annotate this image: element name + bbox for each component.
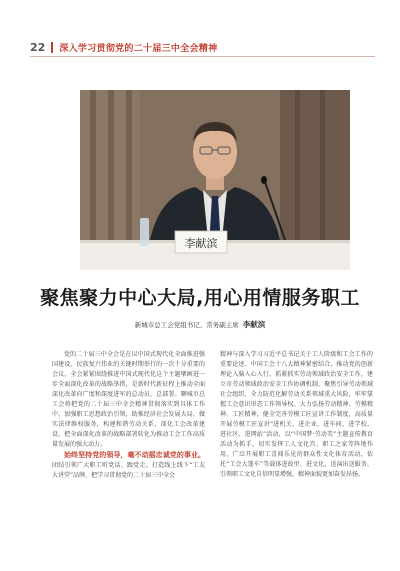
article-column-left (52, 350, 205, 481)
header-divider (51, 42, 53, 53)
subheading: 始终坚持党的领导，毫不动摇忠诚党的事业。 (64, 451, 205, 459)
header-rule (30, 56, 375, 57)
paragraph: 精神与深入学习习近平总书记关于工人阶级和工会工作的重要论述、中国工会十八大精神紧密结合，推动党的创新理论入脑入心入行。抓紧抓实劳动领域政治安全工作，建立市劳动领域政治安全工作协调机制，聚焦引导劳动领域社会组织，全力防范化解劳动关系领域重大风险，牢牢掌握工会意识形态工作领导权。大力弘扬劳动精神、劳模精神、工匠精神，健全完善劳模工匠宣讲工作制度，高质量开展劳模工匠宣讲“进机关、进企业、进车间、进学校、进社区、进网站”活动，以“中国梦·劳动美”主题宣传教育活动为抓手，切实发挥工人文化宫、职工之家等阵地作用，广泛开展职工喜闻乐见的群众性文化体育活动，依托“工会大篷车”等载体进故里、进文化，送演出送服务，引领职工文化自信明显增强，精神面貌更加奋发昂扬。 (220, 351, 373, 478)
nameplate-text: 李献滨 (184, 237, 218, 250)
running-header (30, 40, 375, 54)
byline-role: 新城市总工会党组书记、常务副主席 (134, 321, 239, 329)
paragraph: 党的二十届三中全会是在以中国式现代化全面推进强国建设、民族复兴伟业的关键时期举行的一次十分重要的会议。全会紧紧围绕推进中国式现代化这个主题擘画进一步全面深化改革的战略举措，是新时代新征程上推动全面深化改革向广度和深度进军的总动员、总部署。聊城市总工会将把党的二十届三中全会精神贯彻落实到具体工作中，加强职工思想政治引领，助推经济社会发展大局，做实法律维权服务，构建和谐劳动关系，深化工会改革建设，把全面深化改革的战略部署转化为推动工会工作高质量发展的强大动力。 (52, 351, 205, 448)
byline-author: 李献滨 (242, 320, 266, 329)
paragraph: 团结引领广大职工听党话、跟党走。打造线上线下“工友大讲堂”品牌，把学习贯彻党的二十届三中全会 (52, 462, 205, 479)
article-column-right (220, 350, 373, 480)
speaker-photo (80, 90, 350, 270)
byline (60, 319, 340, 330)
section-title: 深入学习贯彻党的二十届三中全会精神 (59, 43, 218, 54)
article-headline: 聚焦聚力中心大局,用心用情服务职工 (40, 287, 360, 309)
page-number: 22 (30, 40, 46, 54)
